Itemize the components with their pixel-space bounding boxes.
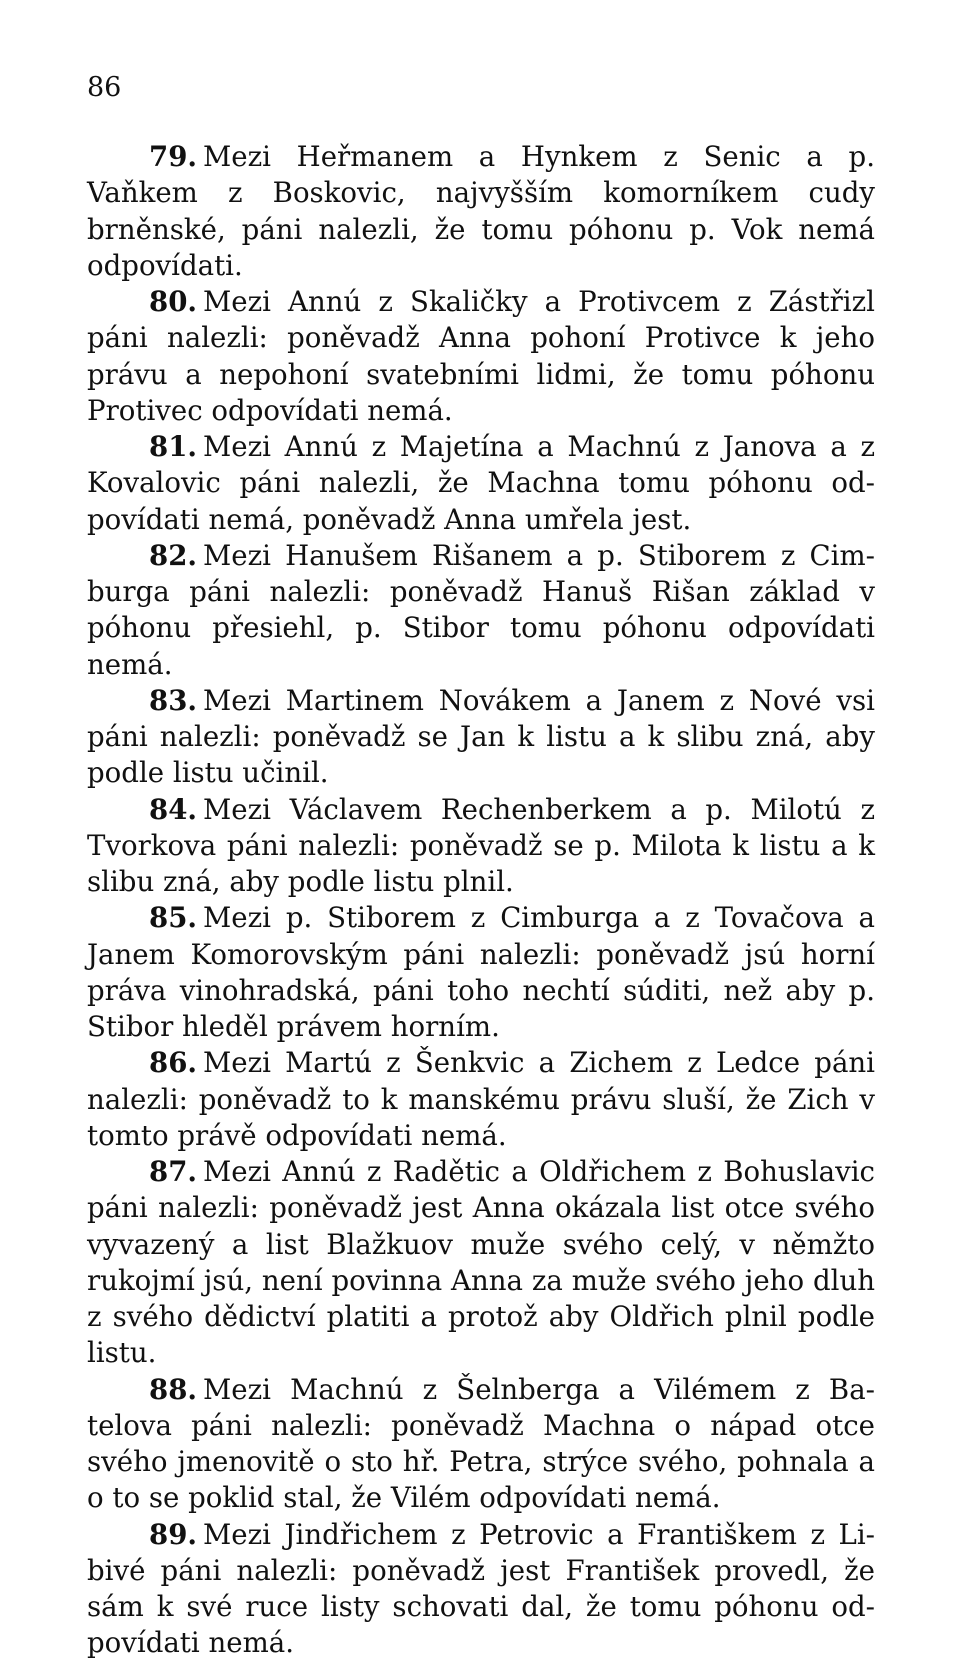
entry-text: Mezi Annú z Radětic a Oldřichem z Bohuslavic páni nalezli: poněvadž jest Anna okázala list otce svého vyvazený a list Blažkuov muže svého celý, v němžto rukojmí jsú, není povinna Anna za muže svého jeho dluh z svého dědictví platiti a protož aby Oldřich plnil podle listu. xyxy=(87,1155,875,1370)
entry-87 xyxy=(87,1154,875,1372)
entry-82 xyxy=(87,538,875,683)
entry-text: Mezi Annú z Skaličky a Protivcem z Zástřizl páni nalezli: poněvadž Anna pohoní Protivce k jeho právu a nepohoní svatebními lidmi, že tomu póhonu Protivec odpovídati nemá. xyxy=(87,285,875,427)
entry-text: Mezi p. Stiborem z Cimburga a z Tovačova a Janem Komorovským páni nalezli: poněvadž jsú horní práva vinohradská, páni toho nechtí súditi, než aby p. Stibor hleděl právem horním. xyxy=(87,901,875,1043)
entry-83 xyxy=(87,683,875,792)
entry-number: 83. xyxy=(149,683,198,717)
entry-text: Mezi Hanušem Rišanem a p. Stiborem z Cimburga páni nalezli: poněvadž Hanuš Rišan základ v póhonu přesiehl, p. Stibor tomu póhonu odpovídati nemá. xyxy=(87,538,875,681)
entry-number: 81. xyxy=(149,430,198,463)
entry-85 xyxy=(87,900,875,1045)
entry-text: Mezi Heřmanem a Hynkem z Senic a p. Vaňkem z Boskovic, najvyšším komorníkem cudy brněnské, páni nalezli, že tomu póhonu p. Vok nemá odpovídati. xyxy=(87,140,875,282)
entry-text: Mezi Annú z Majetína a Machnú z Janova a z Kovalovic páni nalezli, že Machna tomu póhonu odpovídati nemá, poněvadž Anna umřela jest. xyxy=(87,430,875,536)
entry-number: 86. xyxy=(149,1046,198,1080)
entry-number: 79. xyxy=(149,140,198,173)
page-text xyxy=(87,139,875,1662)
entry-80 xyxy=(87,284,875,429)
entry-number: 87. xyxy=(149,1155,198,1188)
entry-text: Mezi Martú z Šenkvic a Zichem z Ledce páni nalezli: poněvadž to k manskému právu sluší, že Zich v tomto právě odpovídati nemá. xyxy=(87,1046,875,1152)
entry-84 xyxy=(87,792,875,901)
entry-86 xyxy=(87,1045,875,1154)
entry-text: Mezi Jindřichem z Petrovic a Františkem z Libivé páni nalezli: poněvadž jest František provedl, že sám k své ruce listy schovati dal, že tomu póhonu odpovídati nemá. xyxy=(87,1517,875,1660)
entry-number: 89. xyxy=(149,1517,198,1551)
entry-number: 88. xyxy=(149,1372,198,1406)
entry-text: Mezi Martinem Novákem a Janem z Nové vsi páni nalezli: poněvadž se Jan k listu a k slibu zná, aby podle listu učinil. xyxy=(87,683,875,790)
entry-79 xyxy=(87,139,875,284)
entry-88 xyxy=(87,1372,875,1517)
entry-89 xyxy=(87,1517,875,1662)
entry-number: 85. xyxy=(149,901,198,935)
entry-text: Mezi Machnú z Šelnberga a Vilémem z Batelova páni nalezli: poněvadž Machna o nápad otce svého jmenovitě o sto hř. Petra, strýce svého, pohnala a o to se poklid stal, že Vilém odpovídati nemá. xyxy=(87,1372,875,1515)
page-number: 86 xyxy=(87,72,122,103)
entry-81 xyxy=(87,429,875,538)
entry-number: 84. xyxy=(149,792,198,826)
entry-number: 80. xyxy=(149,285,198,318)
entry-number: 82. xyxy=(149,538,198,572)
entry-text: Mezi Václavem Rechenberkem a p. Milotú z Tvorkova páni nalezli: poněvadž se p. Milota k listu a k slibu zná, aby podle listu plnil. xyxy=(87,792,875,898)
